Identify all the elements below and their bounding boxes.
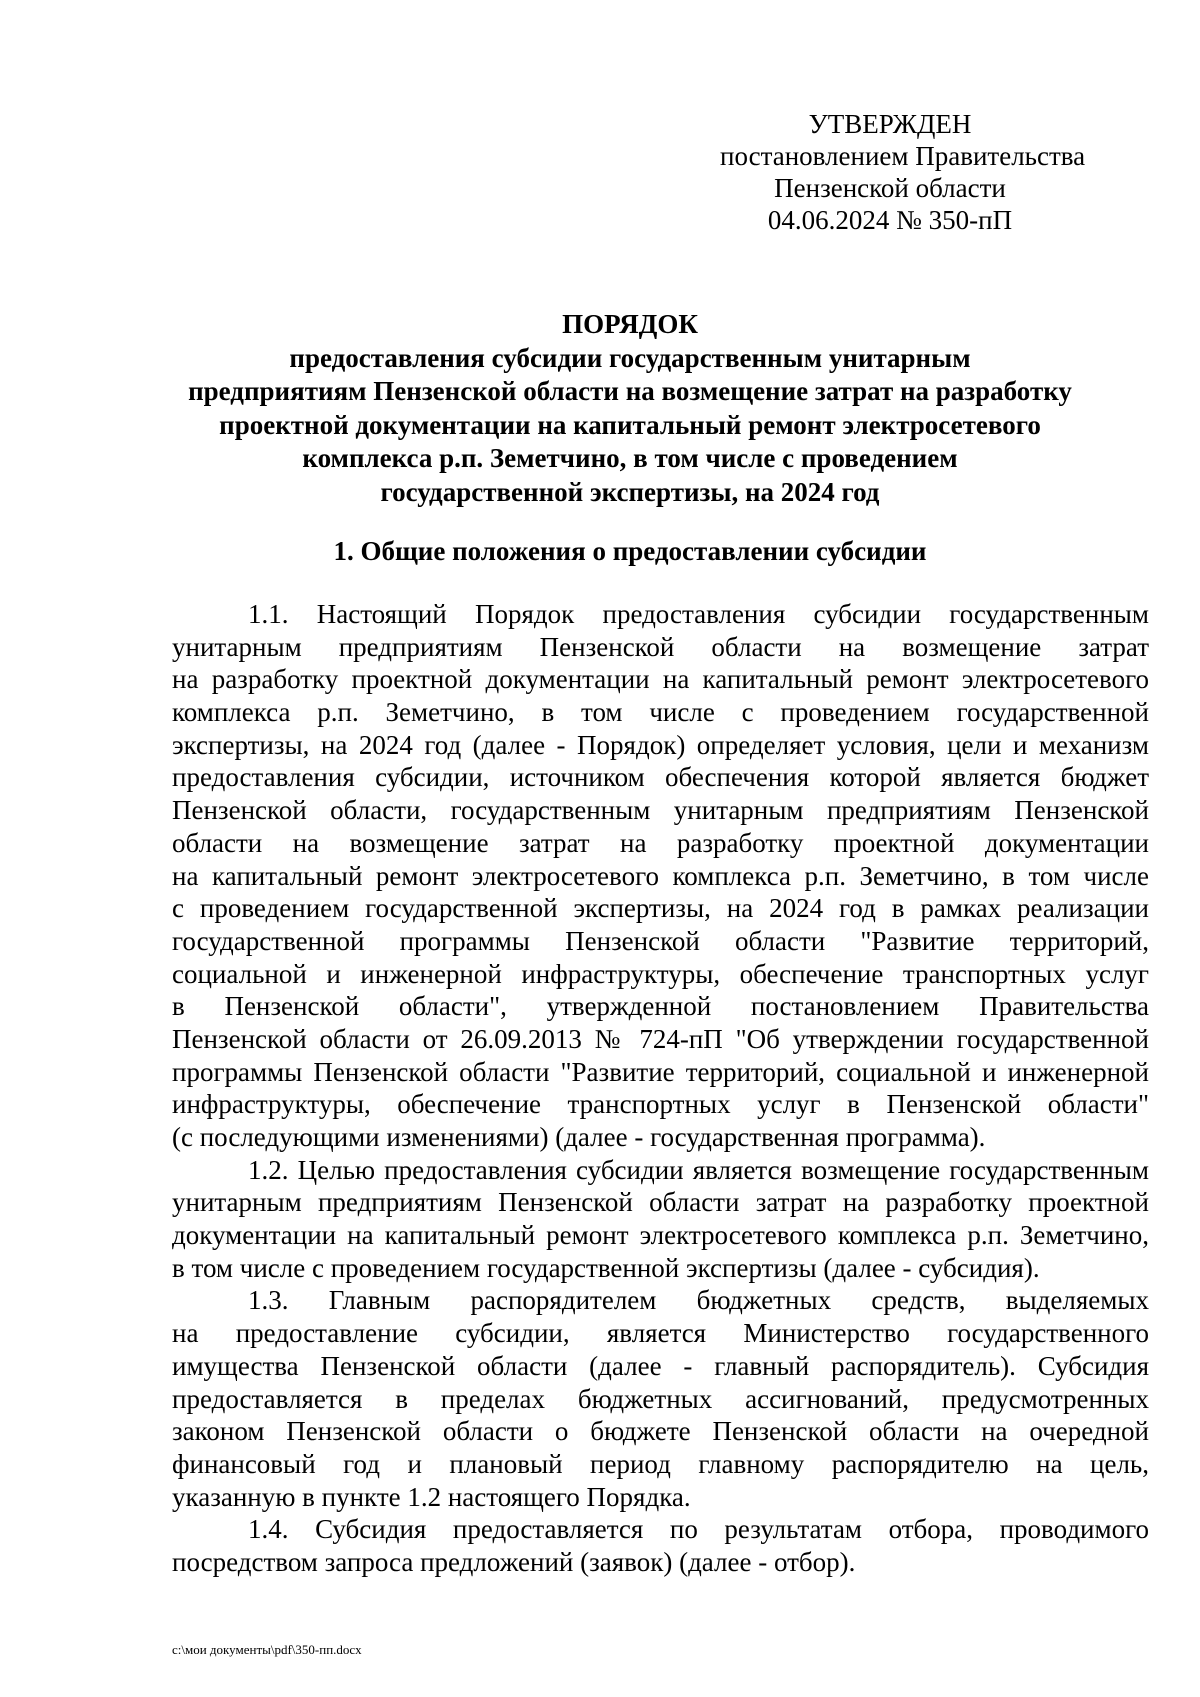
text-line: Пензенской области от 26.09.2013 № 724-пП "Об утверждении государственной	[172, 1023, 1149, 1054]
title-line: предоставления субсидии государственным унитарным	[289, 342, 971, 373]
approval-line: УТВЕРЖДЕН	[808, 109, 972, 139]
text-line: на капитальный ремонт электросетевого комплекса р.п. Земетчино, в том числе	[172, 860, 1149, 891]
text-line: 1.4. Субсидия предоставляется по результатам отбора, проводимого	[248, 1514, 1149, 1545]
text-line: на предоставление субсидии, является Министерство государственного	[172, 1318, 1149, 1349]
document-title	[150, 308, 1110, 509]
text-line: экспертизы, на 2024 год (далее - Порядок) определяет условия, цели и механизм	[172, 729, 1149, 760]
text-line: на разработку проектной документации на капитальный ремонт электросетевого	[172, 664, 1149, 695]
text-line: социальной и инженерной инфраструктуры, обеспечение транспортных услуг	[172, 958, 1149, 989]
approval-stamp	[720, 108, 1086, 236]
paragraph-1-1	[172, 598, 1149, 1154]
approval-line: Пензенской области	[774, 173, 1006, 203]
title-line: проектной документации на капитальный ремонт электросетевого	[219, 409, 1041, 440]
file-path-footer: c:\мои документы\pdf\350-пп.docx	[172, 1642, 362, 1657]
text-line: комплекса р.п. Земетчино, в том числе с проведением государственной	[172, 697, 1149, 728]
text-line: 1.3. Главным распорядителем бюджетных средств, выделяемых	[248, 1285, 1149, 1316]
text-line: в Пензенской области", утвержденной постановлением Правительства	[172, 991, 1149, 1022]
text-line: области на возмещение затрат на разработку проектной документации	[172, 827, 1149, 858]
paragraph-1-2	[172, 1154, 1149, 1285]
approval-line: 04.06.2024 № 350-пП	[767, 205, 1013, 235]
section-heading: 1. Общие положения о предоставлении субсидии	[333, 536, 927, 566]
text-line: в том числе с проведением государственной экспертизы (далее - субсидия).	[172, 1252, 1040, 1283]
text-line: предоставления субсидии, источником обеспечения которой является бюджет	[172, 762, 1149, 793]
text-line: предоставляется в пределах бюджетных ассигнований, предусмотренных	[172, 1383, 1149, 1414]
text-line: законом Пензенской области о бюджете Пензенской области на очередной	[172, 1416, 1149, 1447]
document-body	[172, 598, 1149, 1579]
text-line: с проведением государственной экспертизы, на 2024 год в рамках реализации	[172, 893, 1149, 924]
text-line: указанную в пункте 1.2 настоящего Порядка.	[172, 1481, 691, 1512]
text-line: программы Пензенской области "Развитие территорий, социальной и инженерной	[172, 1056, 1149, 1087]
text-line: финансовый год и плановый период главному распорядителю на цель,	[172, 1448, 1149, 1479]
text-line: 1.1. Настоящий Порядок предоставления субсидии государственным	[248, 599, 1149, 629]
text-line: государственной программы Пензенской области "Развитие территорий,	[172, 925, 1149, 956]
title-line: государственной экспертизы, на 2024 год	[380, 476, 880, 507]
approval-line: постановлением Правительства	[720, 141, 1086, 171]
text-line: имущества Пензенской области (далее - главный распорядитель). Субсидия	[172, 1350, 1149, 1381]
text-line: Пензенской области, государственным унитарным предприятиям Пензенской	[172, 795, 1149, 826]
text-line: унитарным предприятиям Пензенской области на возмещение затрат	[172, 631, 1149, 662]
title-line: предприятиям Пензенской области на возмещение затрат на разработку	[188, 376, 1072, 406]
paragraph-1-3	[172, 1284, 1149, 1513]
paragraph-1-4	[172, 1513, 1149, 1578]
text-line: посредством запроса предложений (заявок) (далее - отбор).	[172, 1546, 856, 1577]
text-line: инфраструктуры, обеспечение транспортных услуг в Пензенской области"	[172, 1089, 1149, 1120]
text-line: документации на капитальный ремонт электросетевого комплекса р.п. Земетчино,	[172, 1220, 1149, 1251]
text-line: 1.2. Целью предоставления субсидии является возмещение государственным	[248, 1154, 1149, 1185]
title-line: комплекса р.п. Земетчино, в том числе с проведением	[302, 443, 958, 473]
text-line: унитарным предприятиям Пензенской области затрат на разработку проектной	[172, 1187, 1149, 1218]
text-line: (с последующими изменениями) (далее - государственная программа).	[172, 1122, 986, 1152]
title-line: ПОРЯДОК	[562, 309, 698, 339]
